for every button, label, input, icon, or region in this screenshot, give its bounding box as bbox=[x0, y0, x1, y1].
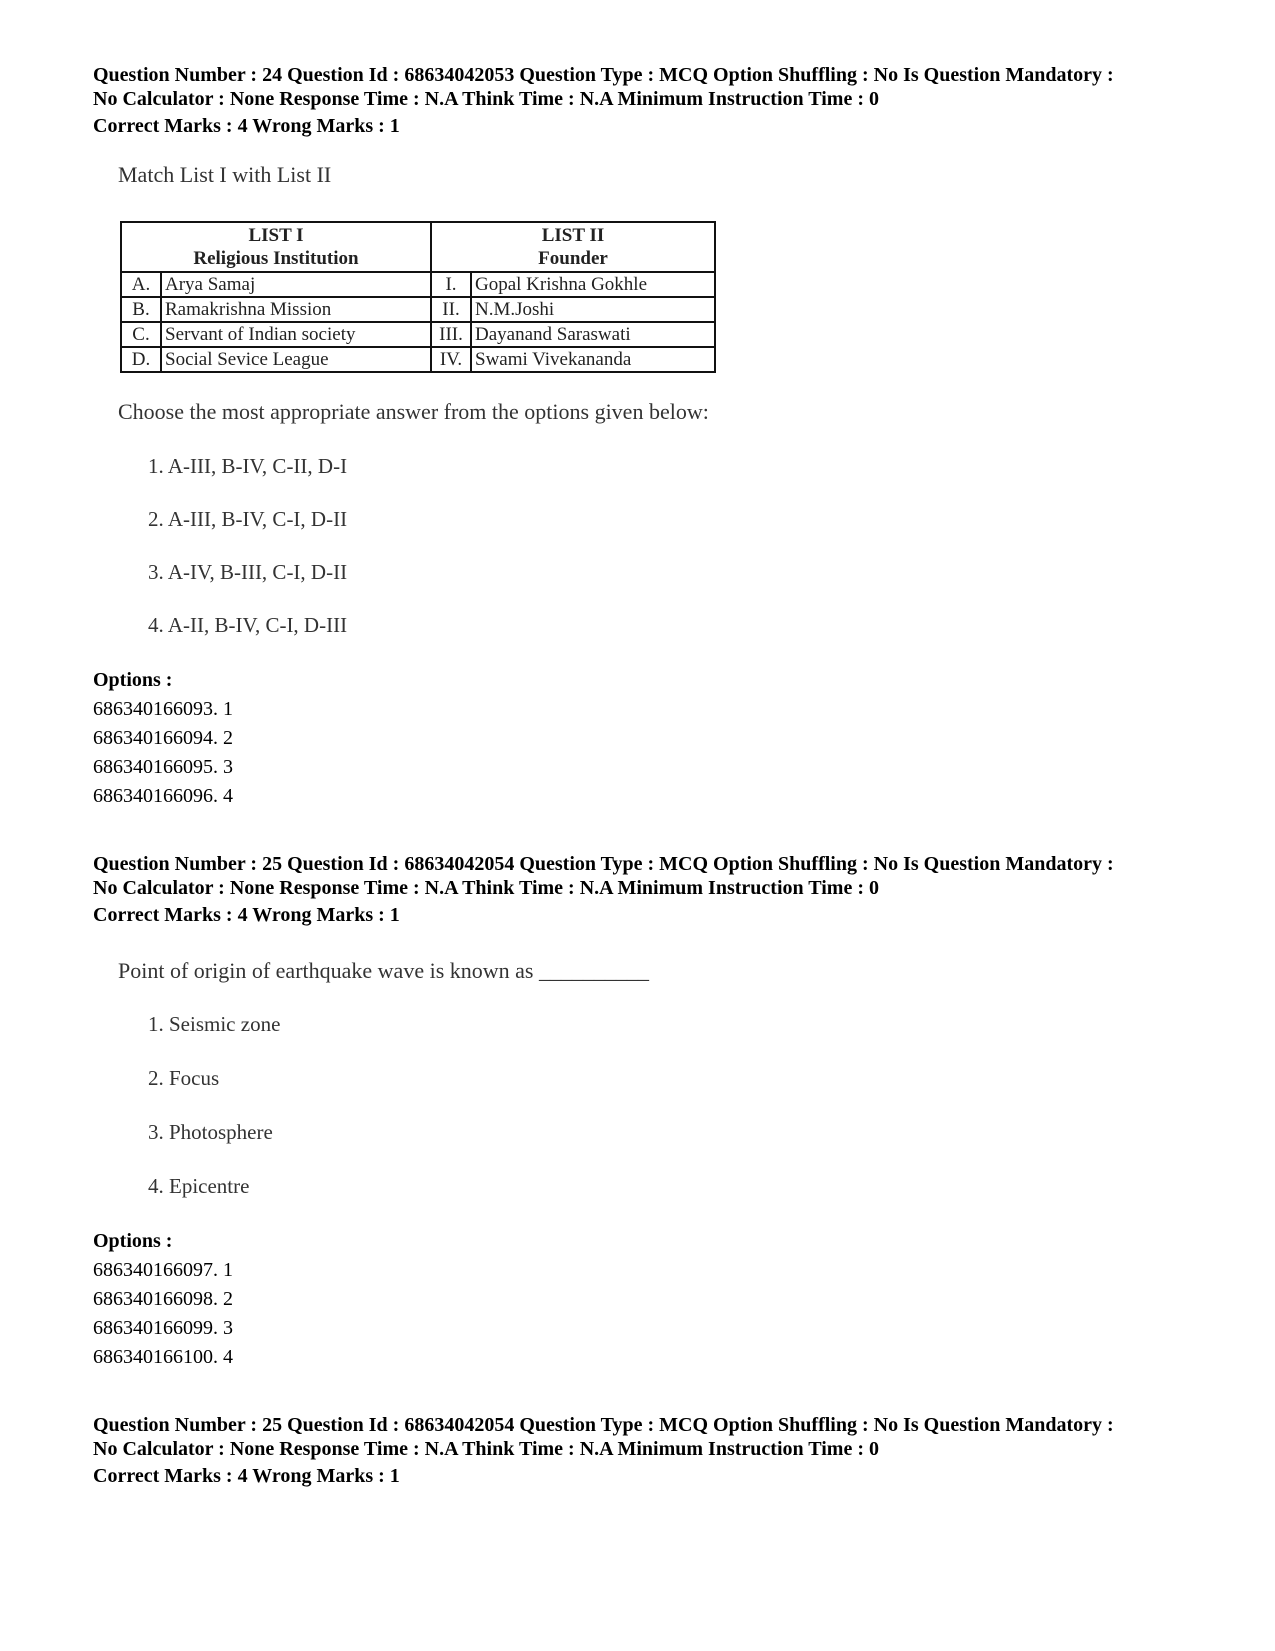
question-choice: 2. A-III, B-IV, C-I, D-II bbox=[148, 507, 348, 531]
list-1-title: LIST I bbox=[248, 225, 304, 246]
question-25-marks: Correct Marks : 4 Wrong Marks : 1 bbox=[93, 904, 400, 926]
question-choice: 2. Focus bbox=[148, 1066, 220, 1090]
row-key: C. bbox=[121, 322, 161, 347]
question-24-instruction: Choose the most appropriate answer from the options given below: bbox=[118, 399, 709, 424]
question-25-prompt: Point of origin of earthquake wave is known as __________ bbox=[118, 958, 649, 983]
question-header-line: No Calculator : None Response Time : N.A Think Time : N.A Minimum Instruction Time : 0 bbox=[93, 1438, 879, 1460]
question-24-marks: Correct Marks : 4 Wrong Marks : 1 bbox=[93, 115, 400, 137]
question-header-line: Question Number : 25 Question Id : 68634042054 Question Type : MCQ Option Shuffling : No Is Question Mandatory : bbox=[93, 853, 1114, 875]
match-table-header bbox=[121, 222, 715, 272]
row-key: D. bbox=[121, 347, 161, 372]
list-2-subtitle: Founder bbox=[538, 248, 608, 269]
row-num: III. bbox=[431, 322, 471, 347]
question-header-line: Question Number : 25 Question Id : 68634042054 Question Type : MCQ Option Shuffling : No Is Question Mandatory : bbox=[93, 1414, 1114, 1436]
table-row bbox=[121, 297, 715, 322]
question-choice: 4. Epicentre bbox=[148, 1174, 250, 1198]
options-label: Options : bbox=[93, 669, 173, 691]
options-label: Options : bbox=[93, 1230, 173, 1252]
option-id: 686340166097. 1 bbox=[93, 1259, 233, 1281]
row-match: N.M.Joshi bbox=[471, 297, 715, 322]
option-id: 686340166093. 1 bbox=[93, 698, 233, 720]
option-id: 686340166100. 4 bbox=[93, 1346, 233, 1368]
match-table bbox=[120, 221, 716, 373]
question-choice: 4. A-II, B-IV, C-I, D-III bbox=[148, 613, 348, 637]
row-num: I. bbox=[431, 272, 471, 297]
row-item: Servant of Indian society bbox=[161, 322, 431, 347]
row-key: B. bbox=[121, 297, 161, 322]
row-num: IV. bbox=[431, 347, 471, 372]
question-header-line: Question Number : 24 Question Id : 68634042053 Question Type : MCQ Option Shuffling : No Is Question Mandatory : bbox=[93, 64, 1114, 86]
question-25-header bbox=[93, 852, 1114, 900]
question-choice: 1. Seismic zone bbox=[148, 1012, 281, 1036]
row-match: Swami Vivekananda bbox=[471, 347, 715, 372]
option-id: 686340166095. 3 bbox=[93, 756, 233, 778]
row-key: A. bbox=[121, 272, 161, 297]
list-1-header bbox=[121, 222, 431, 272]
option-id: 686340166099. 3 bbox=[93, 1317, 233, 1339]
question-24-header bbox=[93, 63, 1114, 111]
question-choice: 3. Photosphere bbox=[148, 1120, 273, 1144]
question-25b-marks: Correct Marks : 4 Wrong Marks : 1 bbox=[93, 1465, 400, 1487]
question-header-line: No Calculator : None Response Time : N.A Think Time : N.A Minimum Instruction Time : 0 bbox=[93, 88, 879, 110]
question-24-prompt: Match List I with List II bbox=[118, 162, 332, 187]
table-row bbox=[121, 347, 715, 372]
row-match: Gopal Krishna Gokhle bbox=[471, 272, 715, 297]
question-choice: 1. A-III, B-IV, C-II, D-I bbox=[148, 454, 348, 478]
option-id: 686340166096. 4 bbox=[93, 785, 233, 807]
row-num: II. bbox=[431, 297, 471, 322]
row-item: Ramakrishna Mission bbox=[161, 297, 431, 322]
question-header-line: No Calculator : None Response Time : N.A Think Time : N.A Minimum Instruction Time : 0 bbox=[93, 877, 879, 899]
table-row bbox=[121, 322, 715, 347]
row-item: Social Sevice League bbox=[161, 347, 431, 372]
option-id: 686340166094. 2 bbox=[93, 727, 233, 749]
list-2-header bbox=[431, 222, 715, 272]
row-match: Dayanand Saraswati bbox=[471, 322, 715, 347]
question-25b-header bbox=[93, 1413, 1114, 1461]
option-id: 686340166098. 2 bbox=[93, 1288, 233, 1310]
table-row bbox=[121, 272, 715, 297]
list-2-title: LIST II bbox=[541, 225, 605, 246]
question-choice: 3. A-IV, B-III, C-I, D-II bbox=[148, 560, 348, 584]
row-item: Arya Samaj bbox=[161, 272, 431, 297]
list-1-subtitle: Religious Institution bbox=[193, 248, 359, 269]
